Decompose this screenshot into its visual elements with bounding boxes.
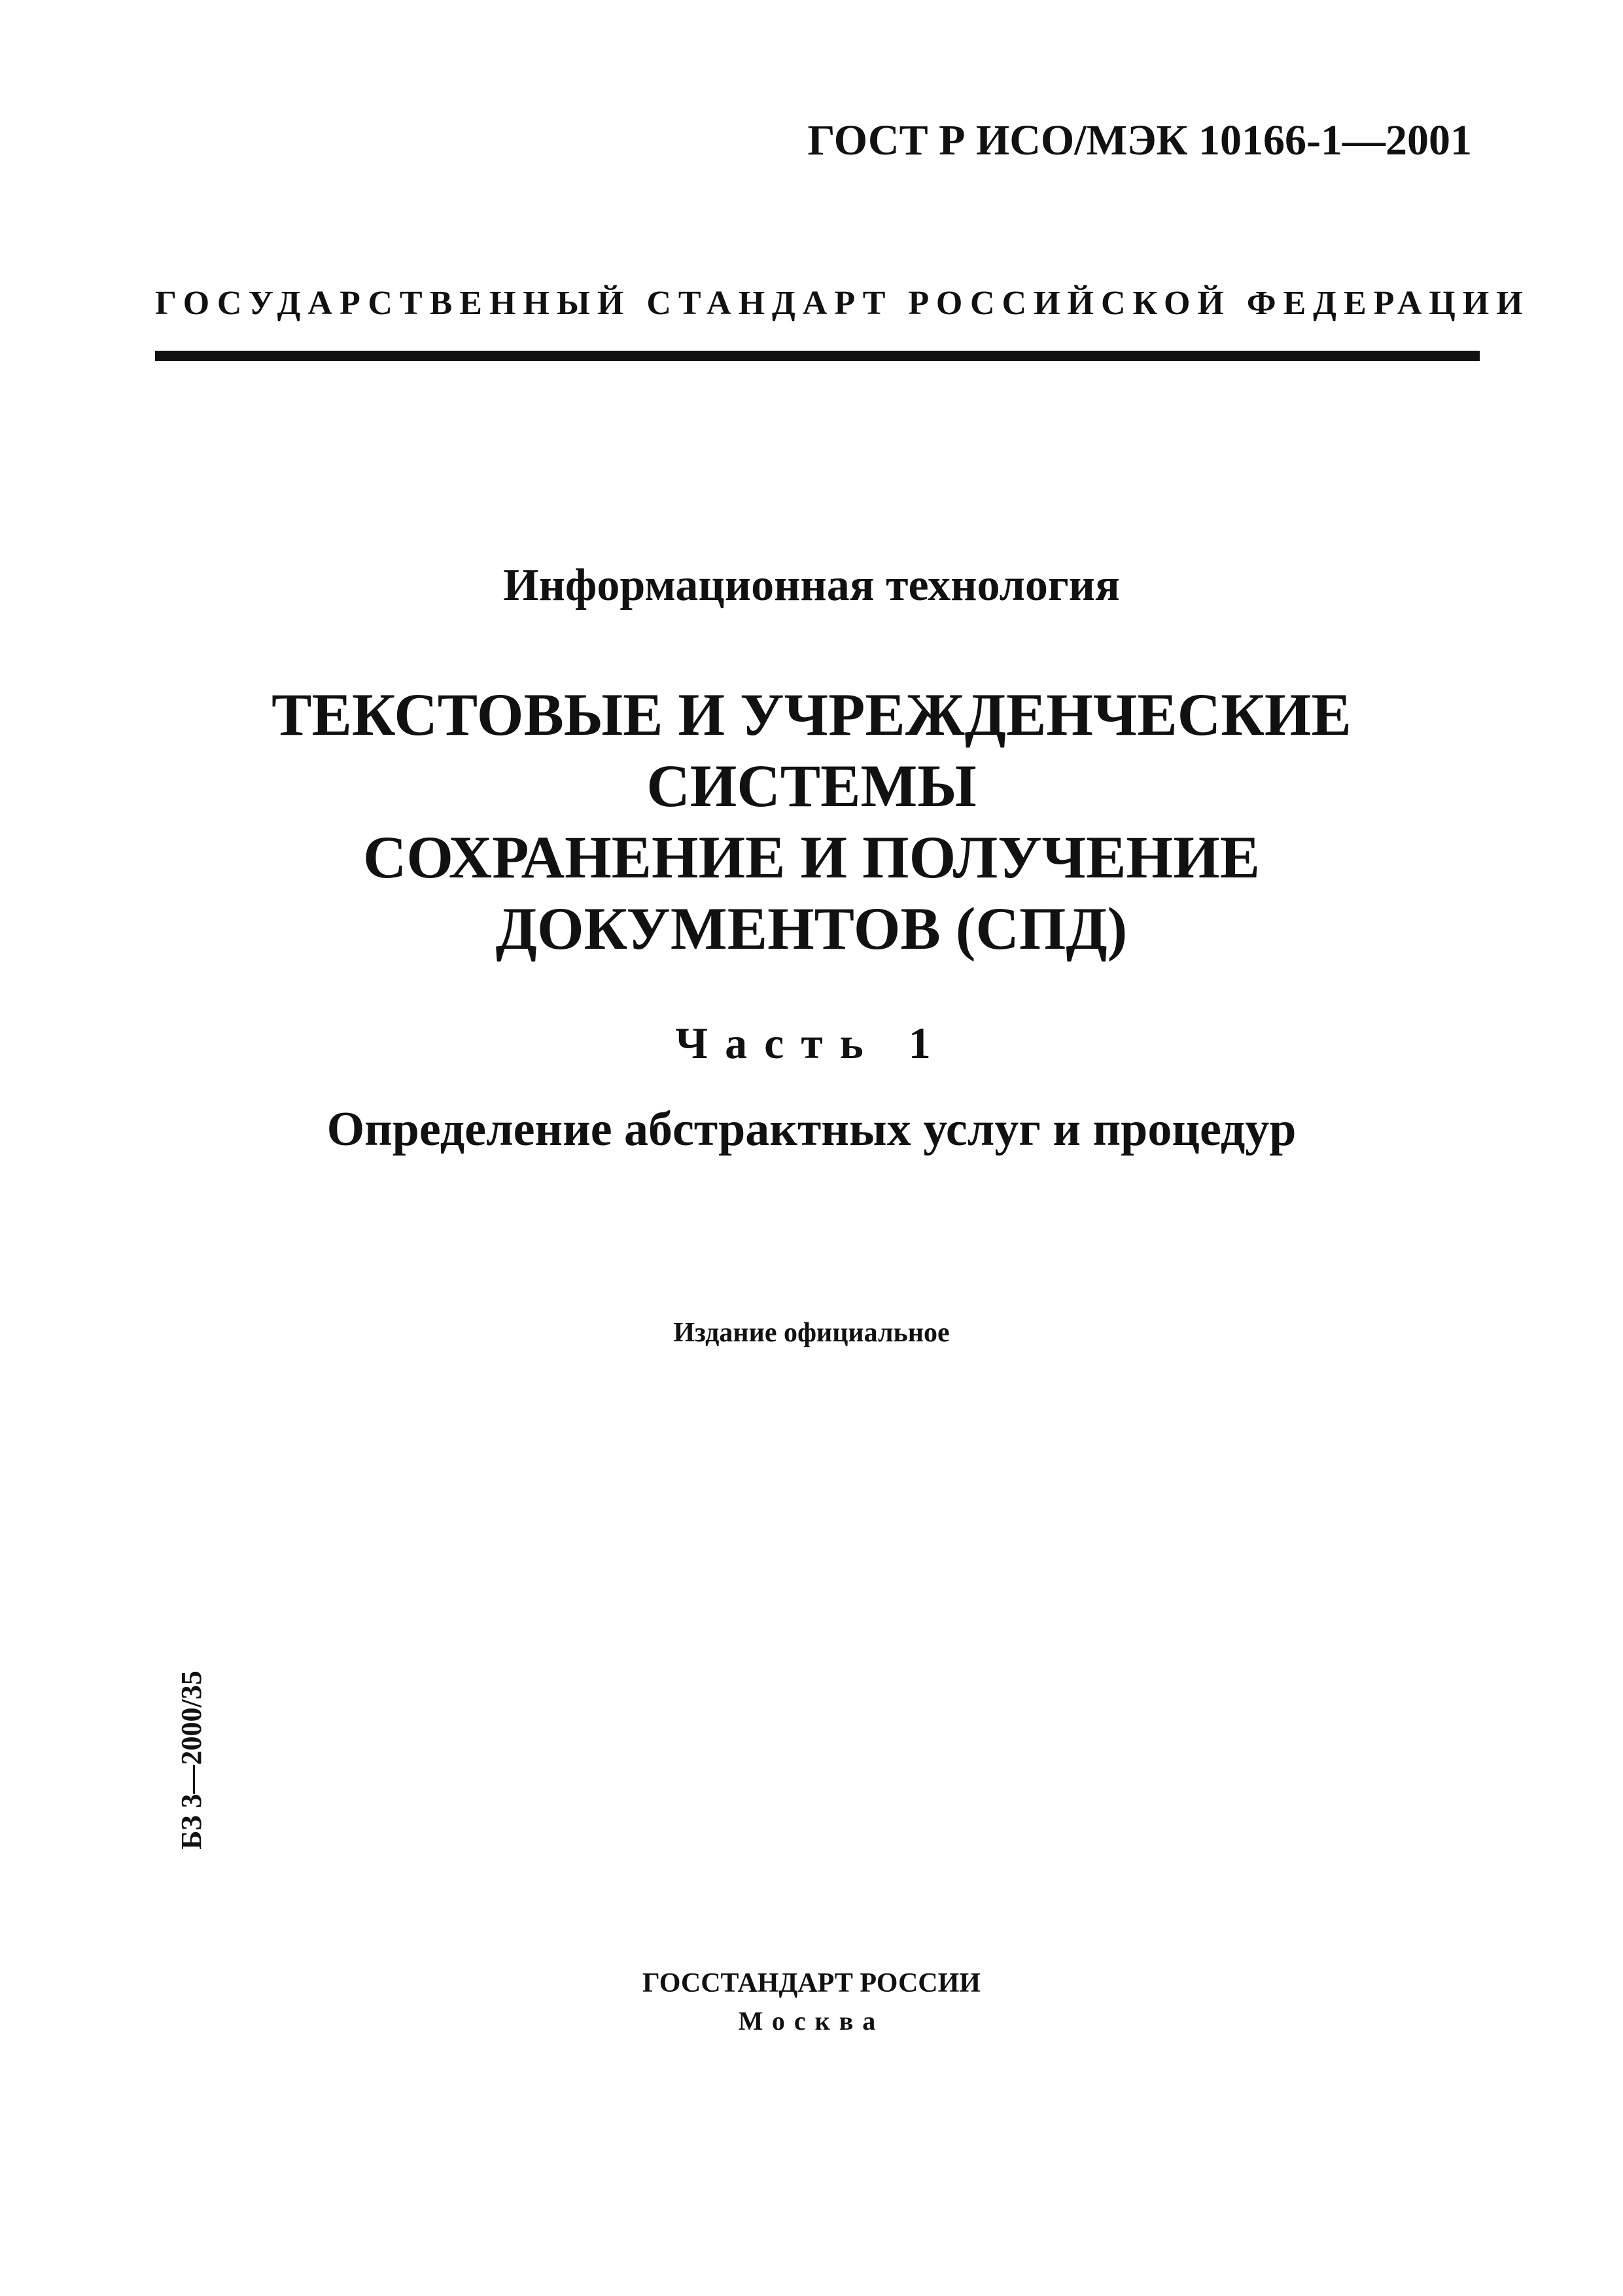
part-title: Определение абстрактных услуг и процедур: [326, 1103, 1297, 1156]
document-subject: Информационная технология: [503, 560, 1120, 610]
title-line: ДОКУМЕНТОВ (СПД): [495, 895, 1128, 962]
document-title: [0, 679, 1623, 964]
side-catalog-code: БЗ 3—2000/35: [175, 1670, 207, 1850]
edition-note: Издание официальное: [673, 1318, 950, 1348]
publication-city: Москва: [738, 2006, 885, 2036]
title-line: ТЕКСТОВЫЕ И УЧРЕЖДЕНЧЕСКИЕ: [271, 681, 1352, 748]
heading-rule: [155, 351, 1480, 361]
title-line: СОХРАНЕНИЕ И ПОЛУЧЕНИЕ: [362, 824, 1261, 891]
title-line: СИСТЕМЫ: [646, 752, 977, 819]
standard-code: ГОСТ Р ИСО/МЭК 10166-1—2001: [807, 116, 1472, 164]
state-standard-heading: ГОСУДАРСТВЕННЫЙ СТАНДАРТ РОССИЙСКОЙ ФЕДЕРАЦИИ: [155, 285, 1530, 322]
part-number: Часть 1: [675, 1018, 948, 1068]
publisher: ГОССТАНДАРТ РОССИИ: [642, 1968, 981, 1998]
